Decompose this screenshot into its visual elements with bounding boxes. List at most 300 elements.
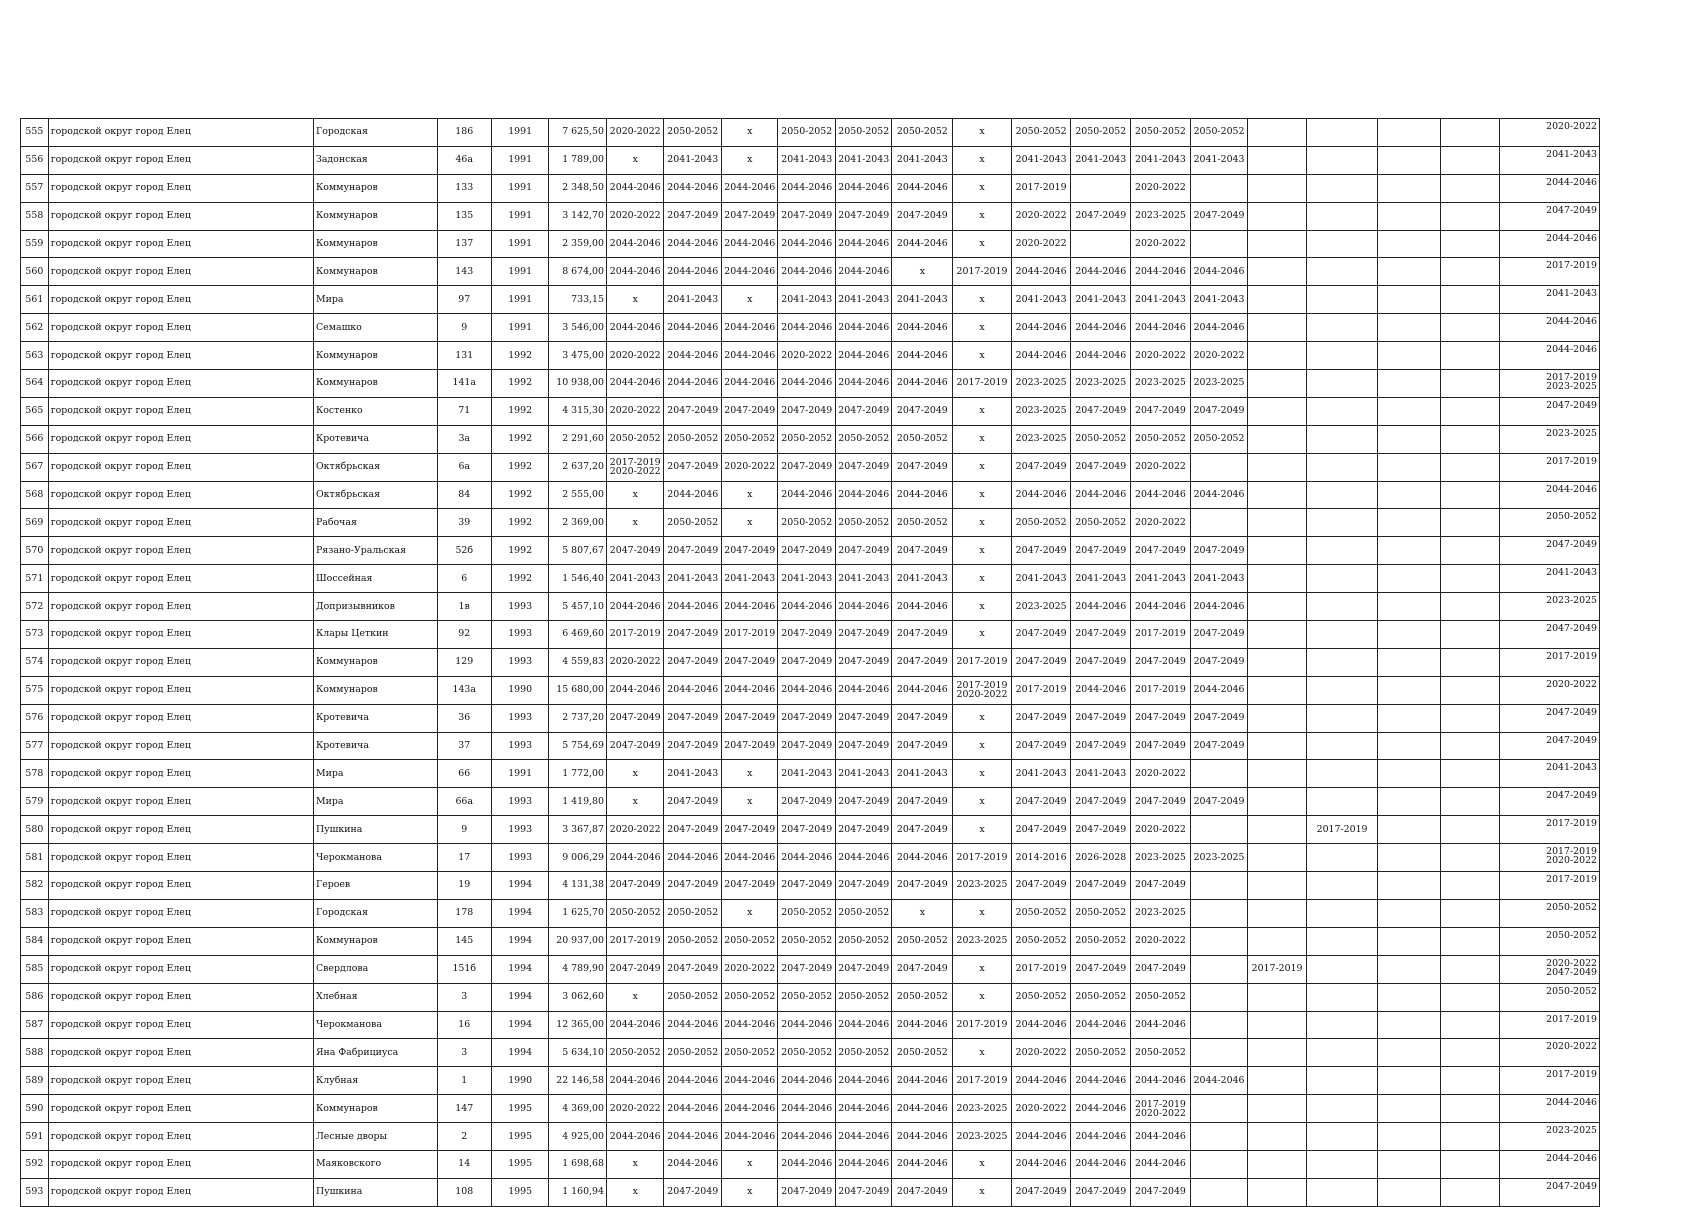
cell-c8: 2020-2022 xyxy=(1011,230,1071,258)
cell-street: Мира xyxy=(313,286,437,314)
cell-c5: 2044-2046 xyxy=(836,342,892,370)
cell-final-period: 2047-2049 xyxy=(1499,202,1599,230)
cell-c11: 2023-2025 xyxy=(1190,844,1248,872)
cell-c13 xyxy=(1306,119,1377,147)
cell-c14 xyxy=(1378,425,1441,453)
cell-municipality: городской округ город Елец xyxy=(48,230,313,258)
cell-c1: 2047-2049 xyxy=(606,872,664,900)
cell-street: Октябрьская xyxy=(313,481,437,509)
cell-c10: 2047-2049 xyxy=(1131,704,1191,732)
cell-c11 xyxy=(1190,1178,1248,1206)
cell-c6: 2050-2052 xyxy=(892,1039,953,1067)
cell-house-number: 143а xyxy=(437,676,491,704)
cell-c1: 2044-2046 xyxy=(606,258,664,286)
cell-municipality: городской округ город Елец xyxy=(48,425,313,453)
cell-c13 xyxy=(1306,174,1377,202)
cell-c8: 2047-2049 xyxy=(1011,648,1071,676)
cell-c13: 2017-2019 xyxy=(1306,816,1377,844)
cell-house-number: 84 xyxy=(437,481,491,509)
cell-house-number: 37 xyxy=(437,732,491,760)
cell-c7: х xyxy=(953,146,1012,174)
cell-c13 xyxy=(1306,537,1377,565)
cell-house-number: 186 xyxy=(437,119,491,147)
cell-row-number: 558 xyxy=(21,202,49,230)
cell-c15 xyxy=(1441,174,1500,202)
cell-year: 1991 xyxy=(491,258,549,286)
cell-area: 4 131,38 xyxy=(549,872,607,900)
cell-c8: 2020-2022 xyxy=(1011,1095,1071,1123)
cell-area: 7 625,50 xyxy=(549,119,607,147)
cell-c7: 2023-2025 xyxy=(953,1095,1012,1123)
cell-house-number: 1в xyxy=(437,593,491,621)
cell-street: Рязано-Уральская xyxy=(313,537,437,565)
cell-c15 xyxy=(1441,1178,1500,1206)
cell-c4: 2047-2049 xyxy=(778,788,836,816)
cell-row-number: 586 xyxy=(21,983,49,1011)
cell-street: Допризывников xyxy=(313,593,437,621)
cell-year: 1994 xyxy=(491,983,549,1011)
cell-year: 1992 xyxy=(491,565,549,593)
cell-final-period: 2044-2046 xyxy=(1499,314,1599,342)
cell-c9: 2050-2052 xyxy=(1071,899,1131,927)
cell-final-period: 2017-2019 2020-2022 xyxy=(1499,844,1599,872)
cell-c8: 2047-2049 xyxy=(1011,872,1071,900)
cell-c6: х xyxy=(892,899,953,927)
cell-row-number: 588 xyxy=(21,1039,49,1067)
cell-c9: 2047-2049 xyxy=(1071,537,1131,565)
cell-c14 xyxy=(1378,146,1441,174)
cell-c14 xyxy=(1378,342,1441,370)
cell-year: 1992 xyxy=(491,537,549,565)
cell-municipality: городской округ город Елец xyxy=(48,816,313,844)
cell-c11: 2041-2043 xyxy=(1190,286,1248,314)
cell-c2: 2047-2049 xyxy=(664,537,722,565)
cell-year: 1994 xyxy=(491,927,549,955)
cell-row-number: 571 xyxy=(21,565,49,593)
cell-c2: 2044-2046 xyxy=(664,1123,722,1151)
cell-row-number: 584 xyxy=(21,927,49,955)
cell-c7: х xyxy=(953,788,1012,816)
table-row xyxy=(21,1039,1600,1067)
cell-row-number: 574 xyxy=(21,648,49,676)
cell-c4: 2047-2049 xyxy=(778,1178,836,1206)
cell-c2: 2047-2049 xyxy=(664,816,722,844)
cell-municipality: городской округ город Елец xyxy=(48,370,313,398)
cell-area: 3 062,60 xyxy=(549,983,607,1011)
cell-c1: 2020-2022 xyxy=(606,648,664,676)
cell-c12 xyxy=(1248,174,1307,202)
cell-c15 xyxy=(1441,1150,1500,1178)
cell-row-number: 577 xyxy=(21,732,49,760)
cell-c6: 2047-2049 xyxy=(892,1178,953,1206)
cell-c15 xyxy=(1441,202,1500,230)
cell-c5: 2047-2049 xyxy=(836,704,892,732)
cell-c10: 2020-2022 xyxy=(1131,760,1191,788)
cell-c1: 2044-2046 xyxy=(606,1123,664,1151)
cell-c12 xyxy=(1248,1178,1307,1206)
cell-c14 xyxy=(1378,899,1441,927)
cell-house-number: 3а xyxy=(437,425,491,453)
cell-c15 xyxy=(1441,593,1500,621)
cell-row-number: 593 xyxy=(21,1178,49,1206)
cell-area: 3 142,70 xyxy=(549,202,607,230)
cell-municipality: городской округ город Елец xyxy=(48,676,313,704)
cell-c15 xyxy=(1441,1011,1500,1039)
cell-c9: 2050-2052 xyxy=(1071,425,1131,453)
cell-c9: 2044-2046 xyxy=(1071,1067,1131,1095)
cell-c15 xyxy=(1441,816,1500,844)
cell-row-number: 578 xyxy=(21,760,49,788)
cell-c3: 2041-2043 xyxy=(722,565,778,593)
cell-c5: 2047-2049 xyxy=(836,732,892,760)
cell-c8: 2041-2043 xyxy=(1011,760,1071,788)
cell-c7: х xyxy=(953,565,1012,593)
cell-house-number: 9 xyxy=(437,314,491,342)
cell-c9: 2047-2049 xyxy=(1071,621,1131,649)
cell-house-number: 141а xyxy=(437,370,491,398)
cell-c13 xyxy=(1306,1123,1377,1151)
cell-house-number: 108 xyxy=(437,1178,491,1206)
cell-c10: 2044-2046 xyxy=(1131,1067,1191,1095)
cell-c12 xyxy=(1248,593,1307,621)
cell-municipality: городской округ город Елец xyxy=(48,537,313,565)
cell-c13 xyxy=(1306,593,1377,621)
cell-area: 8 674,00 xyxy=(549,258,607,286)
cell-c13 xyxy=(1306,899,1377,927)
cell-c4: 2044-2046 xyxy=(778,370,836,398)
cell-c2: 2044-2046 xyxy=(664,342,722,370)
cell-c14 xyxy=(1378,955,1441,983)
cell-c10: 2041-2043 xyxy=(1131,146,1191,174)
cell-c12 xyxy=(1248,119,1307,147)
cell-c14 xyxy=(1378,119,1441,147)
cell-c14 xyxy=(1378,732,1441,760)
cell-c3: 2044-2046 xyxy=(722,844,778,872)
cell-row-number: 589 xyxy=(21,1067,49,1095)
cell-c6: 2041-2043 xyxy=(892,565,953,593)
cell-row-number: 570 xyxy=(21,537,49,565)
cell-c2: 2044-2046 xyxy=(664,258,722,286)
cell-c12 xyxy=(1248,1123,1307,1151)
cell-c5: 2047-2049 xyxy=(836,955,892,983)
cell-year: 1993 xyxy=(491,621,549,649)
cell-c11 xyxy=(1190,1123,1248,1151)
cell-year: 1992 xyxy=(491,370,549,398)
cell-c13 xyxy=(1306,314,1377,342)
cell-c10: 2044-2046 xyxy=(1131,314,1191,342)
cell-c12 xyxy=(1248,1039,1307,1067)
cell-c13 xyxy=(1306,983,1377,1011)
cell-c10: 2047-2049 xyxy=(1131,732,1191,760)
table-row xyxy=(21,955,1600,983)
cell-final-period: 2047-2049 xyxy=(1499,1178,1599,1206)
cell-municipality: городской округ город Елец xyxy=(48,1067,313,1095)
cell-c10: 2017-2019 xyxy=(1131,676,1191,704)
cell-c6: 2050-2052 xyxy=(892,425,953,453)
cell-c13 xyxy=(1306,509,1377,537)
cell-final-period: 2020-2022 2047-2049 xyxy=(1499,955,1599,983)
cell-c9: 2047-2049 xyxy=(1071,397,1131,425)
cell-c6: 2047-2049 xyxy=(892,704,953,732)
cell-street: Мира xyxy=(313,788,437,816)
cell-c5: 2044-2046 xyxy=(836,314,892,342)
cell-municipality: городской округ город Елец xyxy=(48,788,313,816)
cell-c6: 2044-2046 xyxy=(892,174,953,202)
cell-house-number: 19 xyxy=(437,872,491,900)
cell-c7: 2023-2025 xyxy=(953,927,1012,955)
cell-c14 xyxy=(1378,1178,1441,1206)
cell-house-number: 92 xyxy=(437,621,491,649)
cell-c7: х xyxy=(953,453,1012,481)
cell-c3: х xyxy=(722,1178,778,1206)
cell-c7: х xyxy=(953,955,1012,983)
cell-c13 xyxy=(1306,202,1377,230)
cell-c8: 2044-2046 xyxy=(1011,1123,1071,1151)
cell-c1: 2044-2046 xyxy=(606,230,664,258)
cell-c12 xyxy=(1248,676,1307,704)
cell-c1: 2050-2052 xyxy=(606,425,664,453)
cell-c11 xyxy=(1190,1039,1248,1067)
cell-c14 xyxy=(1378,202,1441,230)
cell-c4: 2047-2049 xyxy=(778,872,836,900)
cell-street: Коммунаров xyxy=(313,230,437,258)
cell-c2: 2047-2049 xyxy=(664,955,722,983)
cell-c12 xyxy=(1248,230,1307,258)
cell-c13 xyxy=(1306,1178,1377,1206)
table-row xyxy=(21,425,1600,453)
cell-row-number: 581 xyxy=(21,844,49,872)
cell-c11 xyxy=(1190,760,1248,788)
table-row xyxy=(21,983,1600,1011)
cell-c11: 2047-2049 xyxy=(1190,704,1248,732)
cell-c15 xyxy=(1441,425,1500,453)
cell-row-number: 590 xyxy=(21,1095,49,1123)
cell-area: 2 369,00 xyxy=(549,509,607,537)
cell-row-number: 568 xyxy=(21,481,49,509)
cell-c1: 2020-2022 xyxy=(606,202,664,230)
cell-c15 xyxy=(1441,955,1500,983)
cell-year: 1992 xyxy=(491,481,549,509)
cell-c3: х xyxy=(722,481,778,509)
cell-area: 9 006,29 xyxy=(549,844,607,872)
cell-c9: 2026-2028 xyxy=(1071,844,1131,872)
cell-c8: 2023-2025 xyxy=(1011,593,1071,621)
cell-year: 1992 xyxy=(491,509,549,537)
cell-c1: х xyxy=(606,286,664,314)
cell-c6: 2050-2052 xyxy=(892,509,953,537)
cell-c11: 2047-2049 xyxy=(1190,397,1248,425)
cell-area: 20 937,00 xyxy=(549,927,607,955)
cell-area: 3 367,87 xyxy=(549,816,607,844)
cell-c3: 2020-2022 xyxy=(722,955,778,983)
cell-year: 1995 xyxy=(491,1150,549,1178)
cell-c5: 2041-2043 xyxy=(836,146,892,174)
cell-c5: 2044-2046 xyxy=(836,1095,892,1123)
cell-c15 xyxy=(1441,788,1500,816)
cell-c2: 2044-2046 xyxy=(664,481,722,509)
cell-c2: 2047-2049 xyxy=(664,648,722,676)
cell-c11: 2047-2049 xyxy=(1190,732,1248,760)
cell-c6: 2044-2046 xyxy=(892,1150,953,1178)
cell-municipality: городской округ город Елец xyxy=(48,1039,313,1067)
cell-c8: 2023-2025 xyxy=(1011,425,1071,453)
cell-street: Клары Цеткин xyxy=(313,621,437,649)
cell-municipality: городской округ город Елец xyxy=(48,844,313,872)
cell-c8: 2041-2043 xyxy=(1011,565,1071,593)
cell-c2: 2050-2052 xyxy=(664,1039,722,1067)
cell-house-number: 133 xyxy=(437,174,491,202)
cell-c3: 2050-2052 xyxy=(722,425,778,453)
cell-c11: 2044-2046 xyxy=(1190,1067,1248,1095)
cell-c4: 2047-2049 xyxy=(778,453,836,481)
cell-c11 xyxy=(1190,453,1248,481)
cell-c14 xyxy=(1378,565,1441,593)
cell-c2: 2047-2049 xyxy=(664,788,722,816)
cell-year: 1993 xyxy=(491,788,549,816)
cell-c1: 2047-2049 xyxy=(606,537,664,565)
cell-c8: 2047-2049 xyxy=(1011,1178,1071,1206)
cell-c5: 2047-2049 xyxy=(836,397,892,425)
cell-c14 xyxy=(1378,704,1441,732)
cell-house-number: 14 xyxy=(437,1150,491,1178)
cell-final-period: 2047-2049 xyxy=(1499,788,1599,816)
cell-c3: 2050-2052 xyxy=(722,927,778,955)
table-row xyxy=(21,230,1600,258)
cell-year: 1995 xyxy=(491,1095,549,1123)
cell-c11: 2020-2022 xyxy=(1190,342,1248,370)
cell-municipality: городской округ город Елец xyxy=(48,704,313,732)
table-row xyxy=(21,648,1600,676)
cell-c13 xyxy=(1306,648,1377,676)
cell-c12 xyxy=(1248,732,1307,760)
cell-row-number: 560 xyxy=(21,258,49,286)
cell-c9: 2047-2049 xyxy=(1071,788,1131,816)
cell-c14 xyxy=(1378,621,1441,649)
cell-c14 xyxy=(1378,788,1441,816)
cell-c7: 2017-2019 xyxy=(953,258,1012,286)
cell-row-number: 580 xyxy=(21,816,49,844)
cell-c12 xyxy=(1248,788,1307,816)
cell-c9: 2044-2046 xyxy=(1071,258,1131,286)
table-row xyxy=(21,927,1600,955)
cell-c3: 2044-2046 xyxy=(722,1123,778,1151)
cell-c6: 2044-2046 xyxy=(892,1067,953,1095)
cell-year: 1994 xyxy=(491,1039,549,1067)
cell-final-period: 2041-2043 xyxy=(1499,760,1599,788)
cell-c9: 2044-2046 xyxy=(1071,676,1131,704)
cell-c14 xyxy=(1378,1067,1441,1095)
cell-c8: 2041-2043 xyxy=(1011,286,1071,314)
cell-c14 xyxy=(1378,258,1441,286)
cell-area: 15 680,00 xyxy=(549,676,607,704)
cell-house-number: 17 xyxy=(437,844,491,872)
cell-c8: 2017-2019 xyxy=(1011,174,1071,202)
cell-municipality: городской округ город Елец xyxy=(48,593,313,621)
cell-c7: х xyxy=(953,509,1012,537)
cell-c13 xyxy=(1306,230,1377,258)
cell-area: 2 291,60 xyxy=(549,425,607,453)
cell-final-period: 2050-2052 xyxy=(1499,927,1599,955)
cell-c10: 2047-2049 xyxy=(1131,648,1191,676)
cell-c14 xyxy=(1378,314,1441,342)
cell-c14 xyxy=(1378,1011,1441,1039)
cell-c4: 2047-2049 xyxy=(778,202,836,230)
table-row xyxy=(21,1067,1600,1095)
cell-c14 xyxy=(1378,174,1441,202)
cell-municipality: городской округ город Елец xyxy=(48,481,313,509)
cell-c1: х xyxy=(606,146,664,174)
cell-c6: 2047-2049 xyxy=(892,537,953,565)
cell-house-number: 39 xyxy=(437,509,491,537)
cell-final-period: 2047-2049 xyxy=(1499,537,1599,565)
cell-c10: 2020-2022 xyxy=(1131,342,1191,370)
cell-c6: 2044-2046 xyxy=(892,481,953,509)
cell-c11: 2050-2052 xyxy=(1190,119,1248,147)
cell-c2: 2047-2049 xyxy=(664,704,722,732)
cell-c8: 2050-2052 xyxy=(1011,927,1071,955)
cell-c1: 2047-2049 xyxy=(606,955,664,983)
cell-area: 22 146,58 xyxy=(549,1067,607,1095)
cell-street: Семашко xyxy=(313,314,437,342)
cell-c7: х xyxy=(953,760,1012,788)
cell-c7: х xyxy=(953,286,1012,314)
cell-c9: 2041-2043 xyxy=(1071,286,1131,314)
cell-c12 xyxy=(1248,314,1307,342)
cell-final-period: 2041-2043 xyxy=(1499,565,1599,593)
cell-c3: 2050-2052 xyxy=(722,983,778,1011)
cell-c11: 2047-2049 xyxy=(1190,648,1248,676)
cell-c5: 2050-2052 xyxy=(836,509,892,537)
cell-c5: 2047-2049 xyxy=(836,537,892,565)
cell-c12 xyxy=(1248,453,1307,481)
cell-c3: 2047-2049 xyxy=(722,732,778,760)
table-row xyxy=(21,119,1600,147)
cell-c6: 2044-2046 xyxy=(892,230,953,258)
cell-street: Октябрьская xyxy=(313,453,437,481)
cell-municipality: городской округ город Елец xyxy=(48,119,313,147)
cell-row-number: 566 xyxy=(21,425,49,453)
cell-c3: 2017-2019 xyxy=(722,621,778,649)
cell-c5: 2047-2049 xyxy=(836,453,892,481)
cell-c2: 2044-2046 xyxy=(664,1150,722,1178)
cell-municipality: городской округ город Елец xyxy=(48,286,313,314)
cell-street: Свердлова xyxy=(313,955,437,983)
table-row xyxy=(21,342,1600,370)
cell-year: 1991 xyxy=(491,174,549,202)
cell-street: Черокманова xyxy=(313,844,437,872)
cell-area: 12 365,00 xyxy=(549,1011,607,1039)
cell-c3: 2044-2046 xyxy=(722,1095,778,1123)
cell-area: 4 315,30 xyxy=(549,397,607,425)
cell-c15 xyxy=(1441,342,1500,370)
table-row xyxy=(21,537,1600,565)
cell-row-number: 587 xyxy=(21,1011,49,1039)
cell-c3: 2047-2049 xyxy=(722,648,778,676)
cell-c9: 2044-2046 xyxy=(1071,481,1131,509)
cell-area: 1 419,80 xyxy=(549,788,607,816)
cell-c10: 2050-2052 xyxy=(1131,119,1191,147)
cell-c13 xyxy=(1306,425,1377,453)
cell-c12 xyxy=(1248,342,1307,370)
cell-final-period: 2050-2052 xyxy=(1499,983,1599,1011)
cell-c5: 2044-2046 xyxy=(836,174,892,202)
cell-c12 xyxy=(1248,927,1307,955)
cell-c1: 2020-2022 xyxy=(606,1095,664,1123)
cell-c8: 2047-2049 xyxy=(1011,621,1071,649)
cell-c3: 2044-2046 xyxy=(722,174,778,202)
cell-municipality: городской округ город Елец xyxy=(48,258,313,286)
cell-c15 xyxy=(1441,621,1500,649)
